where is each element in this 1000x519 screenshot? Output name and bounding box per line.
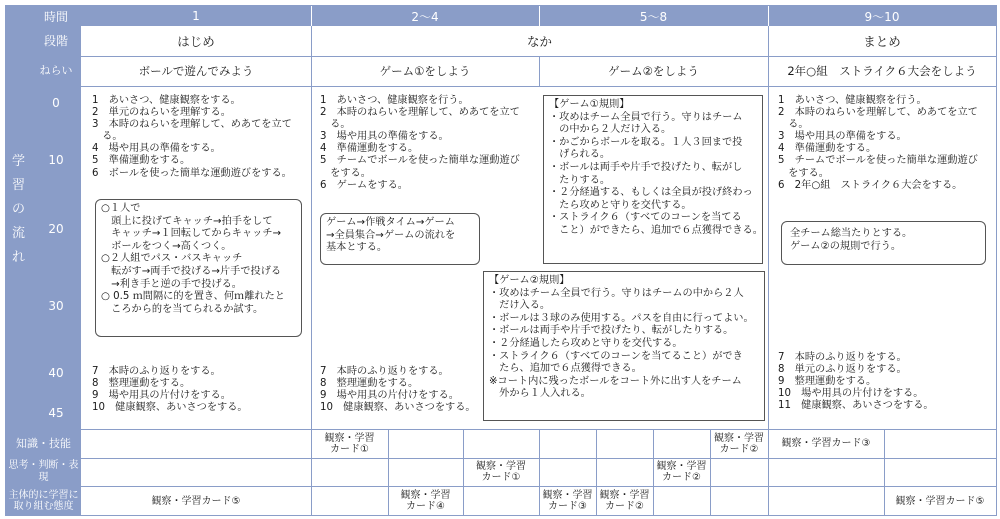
eval-attitude-card-2: 観察・学習 カード②: [599, 490, 650, 512]
eval-knowledge-card-2: 観察・学習 カード②: [714, 432, 764, 455]
eval-attitude-card-5b: 観察・学習カード⑤: [895, 495, 985, 507]
eval-knowledge-label: 知識・技能: [6, 429, 81, 458]
eval-thinking-card-2: 観察・学習 カード②: [656, 461, 707, 483]
game1-rules-box: 【ゲーム①規則】 ・攻めはチーム全員で行う。守りはチーム の中から２人だけ入る。 ・かごからボールを取る。１人３回まで投 げられる。 ・ボールは両手や片手で投げたり、転がし たりする。 ・２分経過する、もしくは全員が投げ終わっ たら攻めと守りを交代する。 ・ストライク６（すべてのコーンを当てる こと）ができたら、追加で６点獲得できる。: [543, 95, 763, 264]
tick-10: 10: [48, 153, 64, 167]
grid-line: [311, 56, 312, 430]
tick-45: 45: [48, 406, 64, 420]
period-1: 1: [192, 9, 200, 23]
grid-line: [539, 6, 540, 26]
tick-20: 20: [48, 222, 64, 236]
col4-steps-top: 1 あいさつ、健康観察を行う。 2 本時のねらいを理解して、めあてを立て る。 3 場や用具の準備をする。 4 準備運動をする。 5 チームでボールを使った簡単な運動遊び をする。 6 2年○組 ストライク６大会をする。: [778, 95, 978, 191]
grid-line: [81, 86, 996, 87]
tick-40: 40: [48, 366, 64, 380]
learning-flow-label: 学 習 の 流 れ: [11, 154, 25, 265]
eval-attitude-label: 主体的に学習に 取り組む態度: [6, 486, 81, 516]
eval-knowledge-card-1: 観察・学習 カード①: [324, 432, 375, 455]
col2-steps-bottom: 7 本時のふり返りをする。 8 整理運動をする。 9 場や用具の片付けをする。 10 健康観察、あいさつをする。: [320, 366, 476, 414]
stage-matome: まとめ: [863, 34, 901, 49]
stage-naka: なか: [526, 34, 552, 49]
aim-4: 2年○組 ストライク６大会をしよう: [787, 64, 977, 78]
game2-rules-box: 【ゲーム②規則】 ・攻めはチーム全員で行う。守りはチームの中から２人 だけ入る。 ・ボールは３球のみ使用する。パスを自由に行ってよい。 ・ボールは両手や片手で投げたり、転がしたりする。 ・２分経過したら攻めと守りを交代する。 ・ストライク６（すべてのコーンを当てること）ができ たら、追加で６点獲得できる。 ※コート内に残ったボールをコート外に出す人をチーム 外から１人入れる。: [483, 271, 765, 421]
col1-steps-bottom: 7 本時のふり返りをする。 8 整理運動をする。 9 場や用具の片付けをする。 10 健康観察、あいさつをする。: [92, 366, 248, 414]
grid-line: [311, 6, 312, 26]
aim-3: ゲーム②をしよう: [608, 64, 699, 78]
col4-note-box: 全チーム総当たりとする。 ゲーム②の規則で行う。: [781, 221, 986, 265]
col1-steps-top: 1 あいさつ、健康観察をする。 2 単元のねらいを理解する。 3 本時のねらいを理解して、めあてを立て る。 4 場や用具の準備をする。 5 準備運動をする。 6 ボールを使った簡単な運動遊びをする。: [92, 95, 292, 179]
stage-label: 段階: [31, 26, 81, 56]
period-2-4: 2〜4: [411, 9, 439, 24]
period-9-10: 9〜10: [864, 9, 900, 24]
time-label: 時間: [43, 9, 68, 24]
tick-0: 0: [52, 96, 60, 110]
eval-thinking-card-1: 観察・学習 カード①: [476, 461, 526, 483]
col2-steps-top: 1 あいさつ、健康観察を行う。 2 本時のねらいを理解して、めあてを立て る。 3 場や用具の準備をする。 4 準備運動をする。 5 チームでボールを使った簡単な運動遊び をする。 6 ゲームをする。: [320, 95, 520, 191]
grid-line: [768, 6, 769, 26]
period-5-8: 5〜8: [639, 9, 668, 24]
eval-attitude-card-4: 観察・学習 カード④: [400, 490, 451, 512]
aim-label: ねらい: [31, 56, 81, 86]
grid-line: [768, 56, 769, 430]
aim-2: ゲーム①をしよう: [379, 64, 471, 78]
tick-30: 30: [48, 299, 64, 313]
eval-knowledge-card-3: 観察・学習カード③: [781, 438, 871, 449]
col2-flow-box: ゲーム→作戦タイム→ゲーム →全員集合→ゲームの流れを 基本とする。: [320, 213, 480, 265]
col1-activity-box: ○１人で 頭上に投げてキャッチ→拍手をして キャッチ→１回転してからキャッチ→ ボールをつく→高くつく。 ○２人組でパス・バスキャッチ 転がす→両手で投げる→片手で投げる →利き手と逆の手で投げる。 ○ 0.5 ｍ間隔に的を置き、何ｍ離れたと ころから的を当てられるか試す。: [95, 199, 302, 337]
col4-steps-bottom: 7 本時のふり返りをする。 8 単元のふり返りをする。 9 整理運動をする。 10 場や用具の片付けをする。 11 健康観察、あいさつをする。: [778, 352, 934, 412]
aim-1: ボールで遊んでみよう: [138, 64, 254, 78]
eval-thinking-label: 思考・判断・表現: [6, 458, 81, 486]
eval-attitude-card-3: 観察・学習 カード③: [542, 490, 593, 512]
eval-attitude-card-5a: 観察・学習カード⑤: [151, 495, 241, 507]
stage-hajime: はじめ: [177, 34, 215, 49]
